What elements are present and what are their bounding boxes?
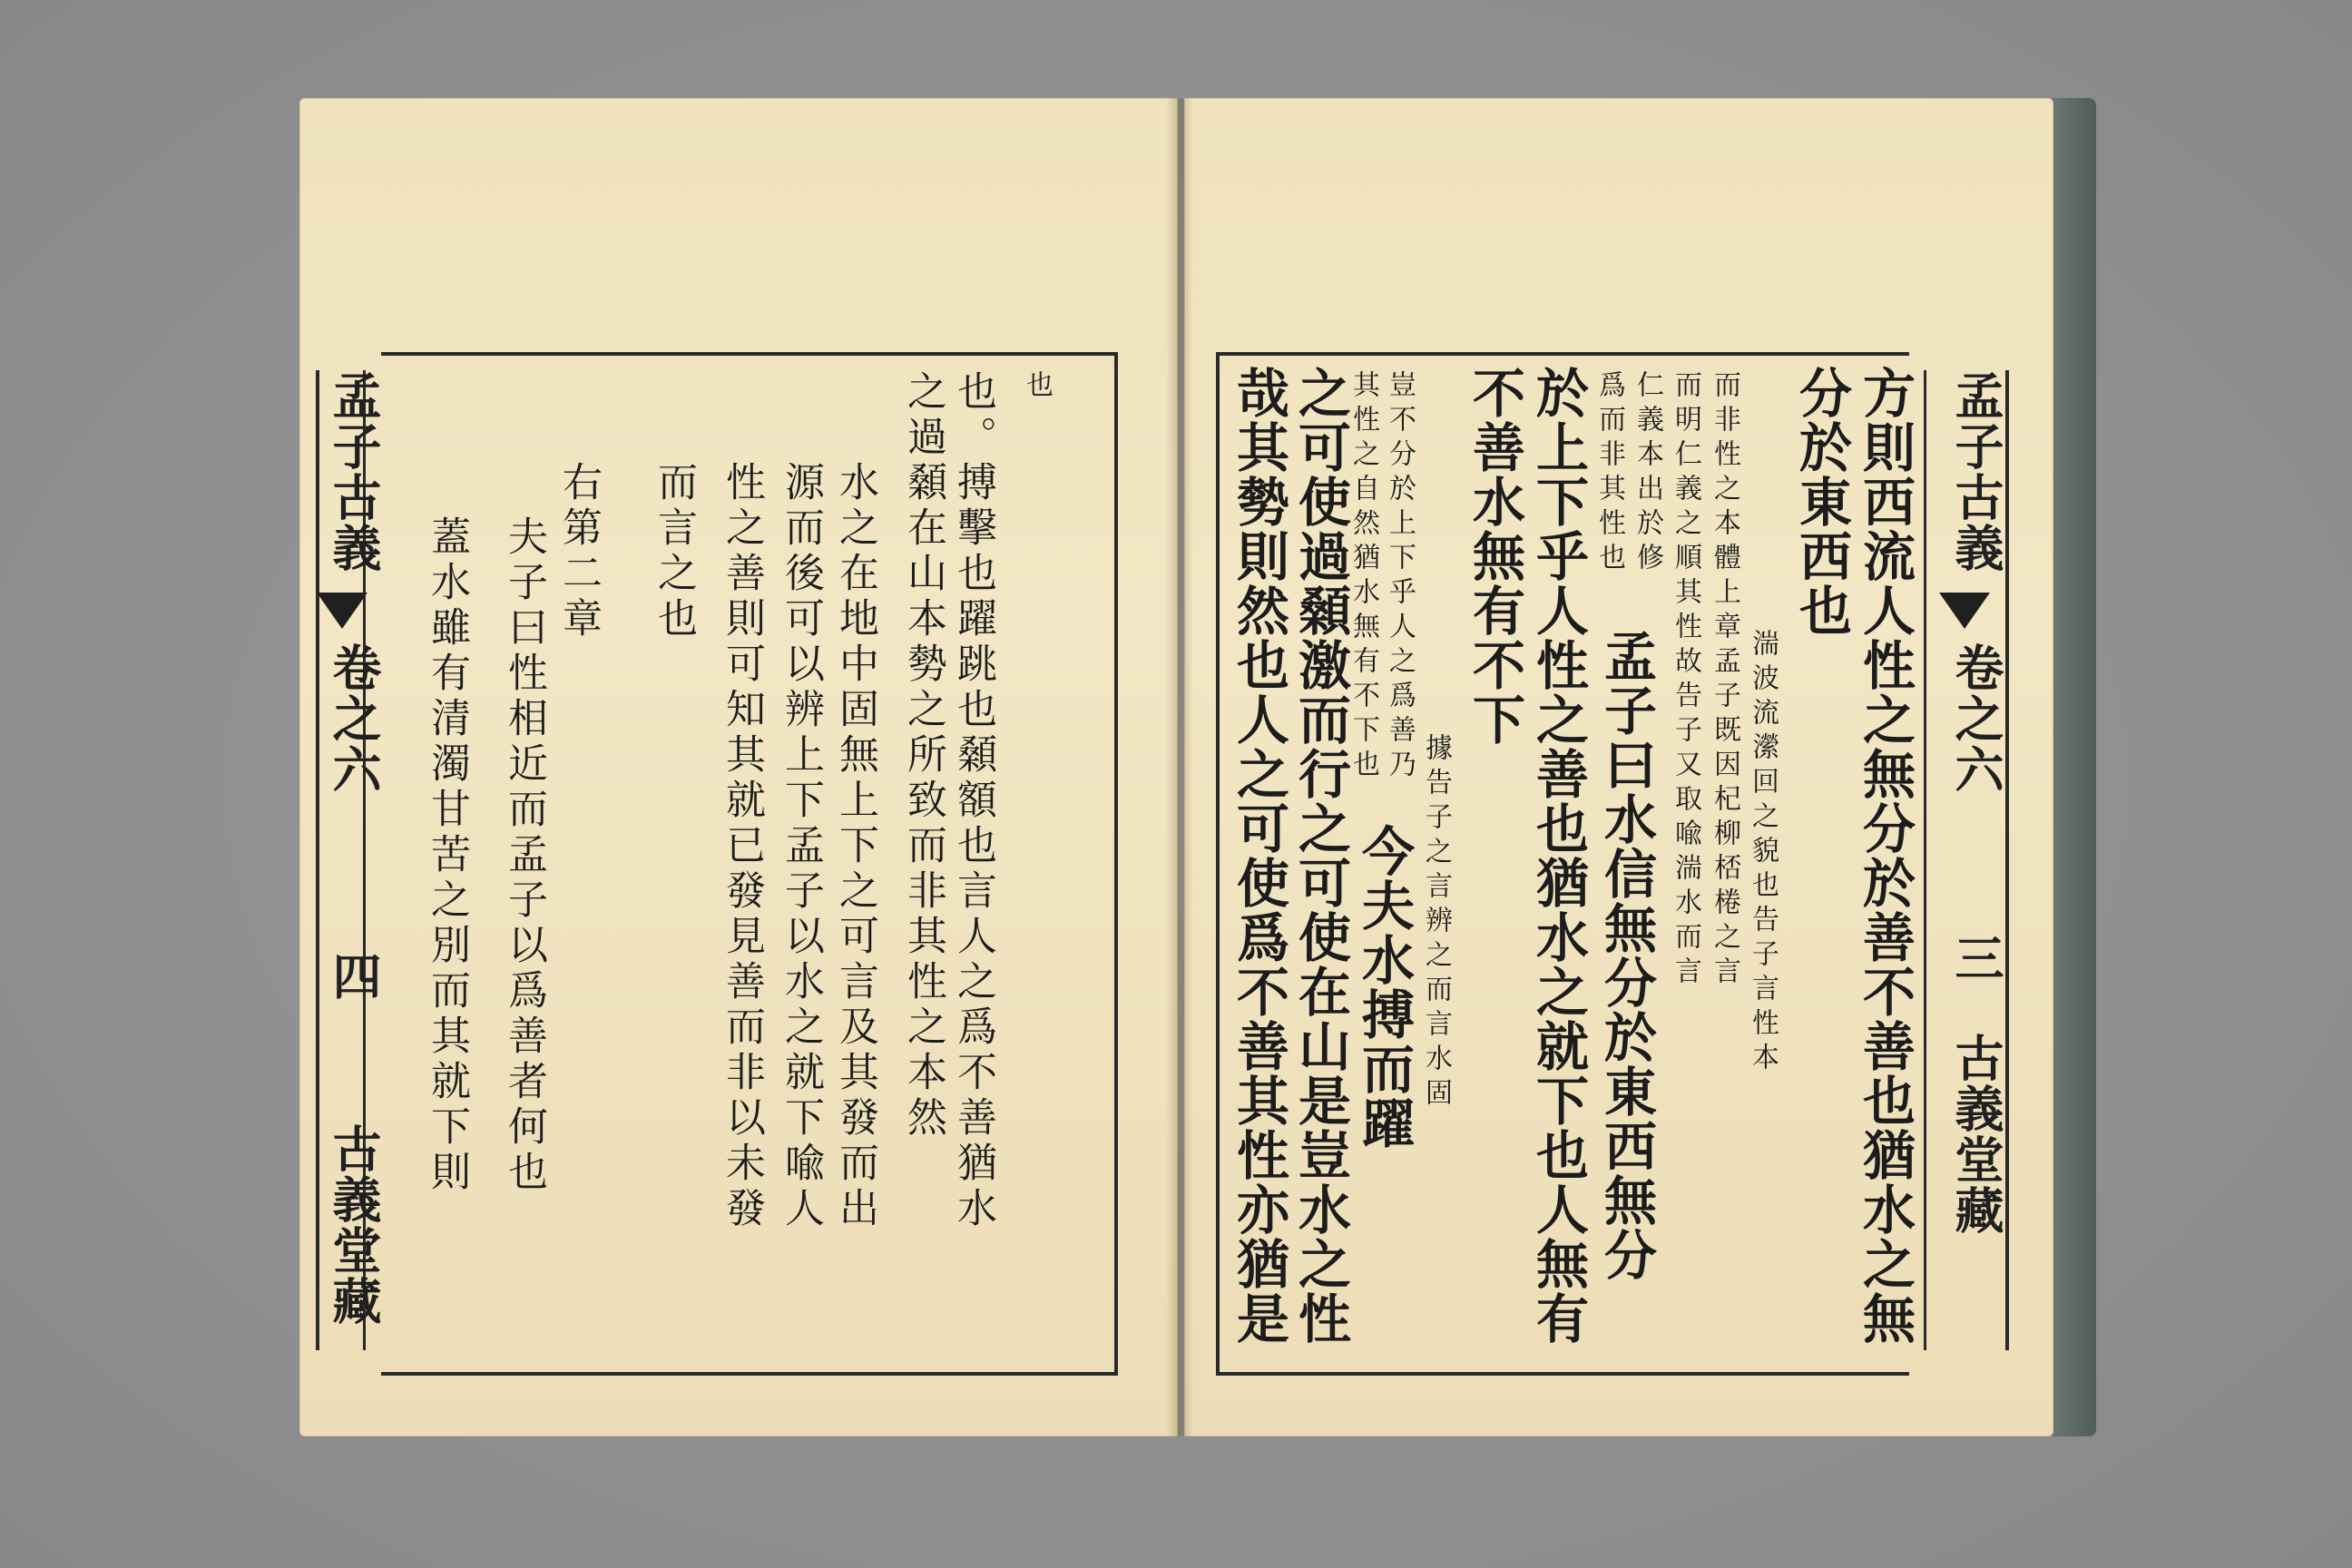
left-col-8: 右第二章: [555, 461, 602, 642]
right-col-5: 而明仁義之順其性故告子又取喩湍水而言: [1670, 370, 1701, 991]
right-margin-publisher: 古義堂藏: [1947, 1033, 2005, 1236]
right-col-4: 而非性之本體上章孟子既因杞柳桮棬之言: [1709, 370, 1740, 991]
right-margin-volume: 卷之六: [1947, 642, 2005, 795]
left-col-9: 夫子曰性相近而孟子以爲善者何也: [501, 515, 547, 1196]
right-margin-title: 孟子古義: [1947, 370, 2005, 573]
right-margin-folio: 三: [1947, 933, 2005, 984]
left-margin-volume: 卷之六: [325, 642, 383, 795]
open-book: [299, 98, 2096, 1436]
right-col-1: 方則西流人性之無分於善不善也猶水之無: [1854, 366, 1916, 1346]
right-col-7: 爲而非其性也: [1593, 370, 1625, 577]
left-margin-folio: 四: [325, 951, 383, 1002]
left-margin-publisher: 古義堂藏: [325, 1123, 383, 1327]
left-col-3: 之過顙在山本勢之所致而非其性之本然: [900, 370, 946, 1142]
book-cover-edge: [2046, 98, 2096, 1436]
right-page: [1184, 98, 2053, 1436]
right-col-11: 據告子之言辨之而言水固: [1420, 733, 1452, 1112]
left-col-6: 性之善則可知其就已發見善而非以未發: [719, 461, 765, 1232]
left-margin-title: 孟子古義: [325, 370, 383, 573]
left-col-10: 蓋水雖有清濁甘苦之別而其就下則: [424, 515, 470, 1196]
right-col-16: 哉其勢則然也人之可使爲不善其性亦猶是: [1228, 366, 1289, 1346]
right-fold-line: [1924, 370, 1926, 1350]
left-fishtail-mark: [317, 593, 368, 629]
right-col-3: 湍波流瀠回之貌也告子言性本: [1747, 629, 1779, 1077]
right-col-6: 仁義本出於修: [1632, 370, 1663, 577]
left-col-4: 水之在地中固無上下之可言及其發而出: [832, 461, 878, 1232]
right-col-2: 分於東西也: [1790, 366, 1852, 638]
right-col-10: 不善水無有不下: [1464, 366, 1525, 747]
right-col-14: 今夫水搏而躍: [1353, 824, 1415, 1151]
left-col-2: 也。搏擊也躍跳也顙額也言人之爲不善猶水: [950, 370, 996, 1232]
right-col-13: 其性之自然猶水無有不下也: [1348, 370, 1379, 784]
book-gutter: [1166, 98, 1193, 1436]
right-col-15: 之可使過顙激而行之可使在山是豈水之性: [1289, 366, 1351, 1346]
right-fishtail-mark: [1939, 593, 1990, 629]
left-col-5: 源而後可以辨上下孟子以水之就下喩人: [778, 461, 824, 1232]
left-col-1: 也: [1021, 370, 1053, 405]
left-col-7: 而言之也: [651, 461, 697, 642]
right-col-12: 豈不分於上下乎人之爲善乃: [1384, 370, 1416, 784]
right-col-8: 孟子曰水信無分於東西無分: [1595, 629, 1657, 1282]
left-page: [299, 98, 1178, 1436]
right-col-9: 於上下乎人性之善也猶水之就下也人無有: [1527, 366, 1589, 1346]
